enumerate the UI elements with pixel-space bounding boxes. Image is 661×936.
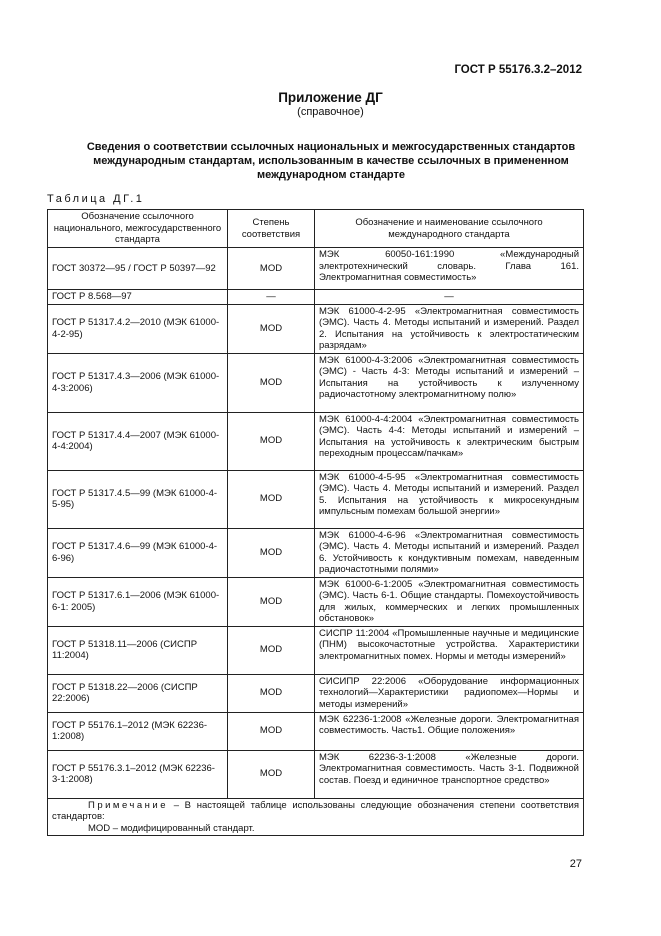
degree-cell: MOD (228, 470, 315, 528)
appendix-subtitle: (справочное) (297, 106, 364, 118)
table-header-row (48, 210, 584, 248)
table-row (48, 353, 584, 412)
intl-standard-cell-text: МЭК 61000-4-3:2006 «Электромагнитная совместимость (ЭМС) - Часть 4-3: Методы испытаний и измерений – Испытания на устойчивость к излученному радиочастотному электромагнитному полю» (319, 354, 579, 400)
standard-cell: ГОСТ Р 8.568—97 (48, 290, 228, 305)
degree-cell: MOD (228, 412, 315, 470)
intl-standard-cell (315, 470, 584, 528)
standard-cell-text: ГОСТ Р 51317.4.5—99 (МЭК 61000-4-5-95) (52, 487, 218, 510)
degree-cell: MOD (228, 304, 315, 353)
degree-cell: MOD (228, 248, 315, 290)
standard-cell (48, 626, 228, 674)
intl-standard-cell (315, 412, 584, 470)
degree-cell: MOD (228, 750, 315, 798)
column-header-intl-standard: Обозначение и наименование ссылочного международного стандарта (315, 210, 584, 248)
intl-standard-cell-text: МЭК 62236-1:2008 «Железные дороги. Электромагнитная совместимость. Часть1. Общие положения» (319, 713, 579, 736)
standard-cell (48, 353, 228, 412)
note-mod-line: MOD – модифицированный стандарт. (88, 822, 255, 834)
intl-standard-cell-text: МЭК 61000-6-1:2005 «Электромагнитная совместимость (ЭМС). Часть 6-1. Общие стандарты. Помехоустойчивость для жилых, коммерческих и легких промышленных обстановок» (319, 578, 579, 624)
table-row (48, 290, 584, 305)
table-note (48, 798, 584, 836)
table-label: Таблица ДГ.1 (47, 193, 145, 205)
intl-standard-cell-text: СИСИПР 22:2006 «Оборудование информационных технологий—Характеристики радиопомех—Нормы и методы измерений» (319, 675, 579, 710)
standard-cell-text: ГОСТ Р 55176.1–2012 (МЭК 62236-1:2008) (52, 719, 208, 742)
intl-standard-cell (315, 750, 584, 798)
table-row (48, 304, 584, 353)
standard-cell-text: ГОСТ Р 51317.4.4—2007 (МЭК 61000-4-4:2004) (52, 429, 220, 452)
intl-standard-cell-text: СИСПР 11:2004 «Промышленные научные и медицинские (ПНМ) высокочастотные устройства. Характеристики электромагнитных помех. Нормы и методы измерений» (319, 627, 579, 662)
table-row (48, 750, 584, 798)
standard-cell (48, 528, 228, 577)
table-row (48, 577, 584, 626)
column-header-degree: Степень соответствия (228, 210, 315, 248)
table-row (48, 412, 584, 470)
degree-cell: MOD (228, 712, 315, 750)
page-number: 27 (569, 858, 582, 870)
standard-cell (48, 412, 228, 470)
document-code: ГОСТ Р 55176.3.2–2012 (454, 64, 582, 76)
intl-standard-cell-text: МЭК 62236-3-1:2008 «Железные дороги. Электромагнитная совместимость. Часть 3-1. Подвижной состав. Поезд и единичное транспортное средство» (319, 751, 579, 786)
degree-cell: MOD (228, 674, 315, 712)
standard-cell-text: ГОСТ Р 55176.3.1–2012 (МЭК 62236-3-1:2008) (52, 762, 215, 785)
intl-standard-cell (315, 626, 584, 674)
degree-cell: MOD (228, 577, 315, 626)
intl-standard-cell: МЭК 60050-161:1990 «Международный электротехнический словарь. Глава 161. Электромагнитная совместимость» (315, 248, 584, 290)
standard-cell-text: ГОСТ Р 51317.4.3—2006 (МЭК 61000-4-3:2006) (52, 371, 220, 394)
intl-standard-cell-text: МЭК 61000-4-5-95 «Электромагнитная совместимость (ЭМС). Часть 4. Методы испытаний и измерений. Раздел 5. Испытания на устойчивость к микросекундным импульсным помехам большой энергии» (319, 471, 579, 517)
note-text: – В настоящей таблице использованы следующие обозначения степени соответствия стандартов: (52, 799, 580, 822)
table-row (48, 528, 584, 577)
standard-cell-text: ГОСТ Р 51317.6.1—2006 (МЭК 61000-6-1: 2005) (52, 590, 220, 613)
intl-standard-cell-text: МЭК 61000-4-6-96 «Электромагнитная совместимость (ЭМС). Часть 4. Методы испытаний и измерений. Раздел 6. Устойчивость к кондуктивным помехам, наведенным радиочастотными полями» (319, 529, 579, 575)
column-header-standard: Обозначение ссылочного национального, межгосударственного стандарта (48, 210, 228, 248)
degree-cell: MOD (228, 528, 315, 577)
table-row (48, 248, 584, 290)
standard-cell (48, 674, 228, 712)
correspondence-table (47, 209, 584, 836)
degree-cell: MOD (228, 353, 315, 412)
intl-standard-cell (315, 353, 584, 412)
standard-cell (48, 750, 228, 798)
intl-standard-cell: — (315, 290, 584, 305)
degree-cell: — (228, 290, 315, 305)
standard-cell: ГОСТ 30372—95 / ГОСТ Р 50397—92 (48, 248, 228, 290)
table-row (48, 712, 584, 750)
standard-cell-text: ГОСТ Р 51317.4.2—2010 (МЭК 61000-4-2-95) (52, 317, 220, 340)
section-heading: Сведения о соответствии ссылочных национальных и межгосударственных стандартов международным стандартам, использованным в качестве ссылочных в примененном международном стандарте (86, 141, 576, 181)
standard-cell (48, 712, 228, 750)
table-row (48, 674, 584, 712)
standard-cell-text: ГОСТ Р 51317.4.6—99 (МЭК 61000-4-6-96) (52, 541, 218, 564)
intl-standard-cell (315, 304, 584, 353)
standard-cell (48, 577, 228, 626)
intl-standard-cell-text: МЭК 61000-4-4:2004 «Электромагнитная совместимость (ЭМС). Часть 4-4: Методы испытаний и измерений – Испытания на устойчивость к электрическим быстрым переходным процессам/пачкам» (319, 413, 579, 459)
standard-cell (48, 304, 228, 353)
table-row (48, 626, 584, 674)
appendix-title: Приложение ДГ (278, 90, 383, 105)
table-note-row (48, 798, 584, 836)
table-row (48, 470, 584, 528)
standard-cell-text: ГОСТ Р 51318.11—2006 (СИСПР 11:2004) (52, 638, 198, 661)
intl-standard-cell (315, 712, 584, 750)
standard-cell (48, 470, 228, 528)
intl-standard-cell-text: МЭК 61000-4-2-95 «Электромагнитная совместимость (ЭМС). Часть 4. Методы испытаний и измерений. Раздел 2. Испытания на устойчивость к электростатическим разрядам» (319, 305, 579, 351)
standard-cell-text: ГОСТ Р 51318.22—2006 (СИСПР 22:2006) (52, 681, 198, 704)
intl-standard-cell (315, 674, 584, 712)
intl-standard-cell (315, 577, 584, 626)
note-label: Примечание (88, 799, 168, 811)
degree-cell: MOD (228, 626, 315, 674)
intl-standard-cell (315, 528, 584, 577)
